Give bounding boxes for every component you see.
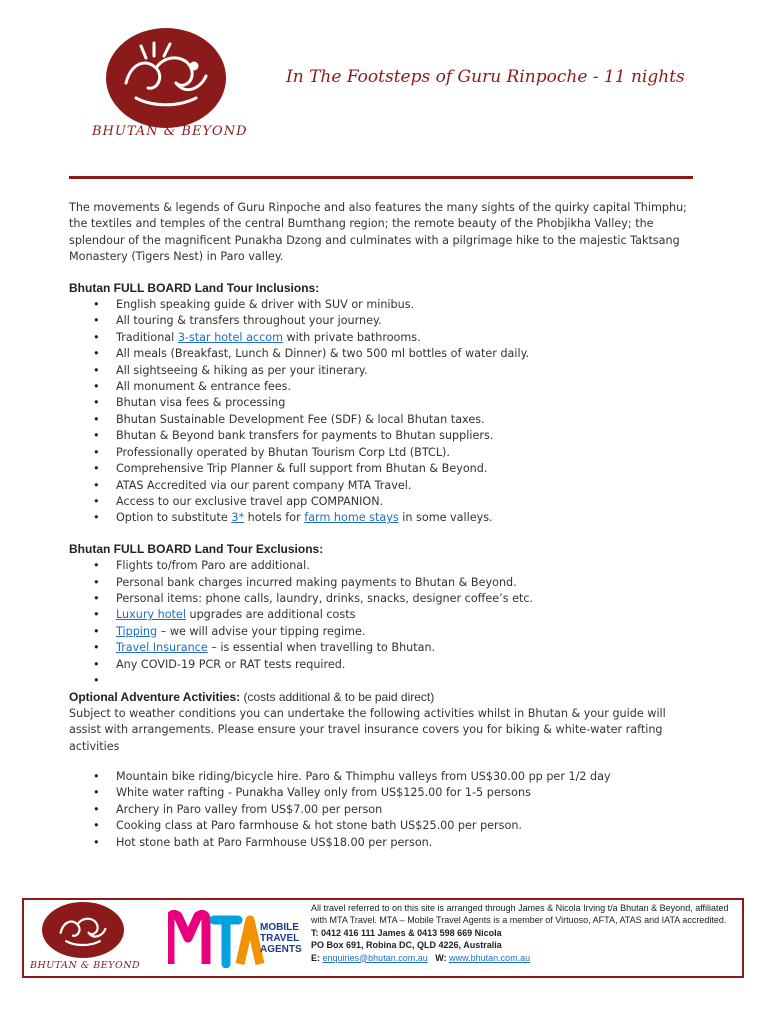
mta-line: TRAVEL (260, 933, 300, 944)
list-item: • White water rafting - Punakha Valley only from US$125.00 for 1-5 persons (116, 785, 699, 801)
list-item-text: Traditional (116, 330, 178, 344)
optional-list (69, 769, 699, 851)
list-item: • Bhutan Sustainable Development Fee (SDF) & local Bhutan taxes. (116, 412, 699, 428)
footer-contact (311, 902, 739, 964)
list-item: • Archery in Paro valley from US$7.00 per person (116, 802, 699, 818)
spacer (69, 527, 699, 541)
list-item-text: Option to substitute (116, 511, 232, 525)
list-item: • Mountain bike riding/bicycle hire. Paro & Thimphu valleys from US$30.00 pp per 1/2 day (116, 769, 699, 785)
three-star-link[interactable]: 3* (231, 511, 245, 525)
optional-heading-line (69, 689, 699, 705)
exclusions-heading: Bhutan FULL BOARD Land Tour Exclusions: (69, 541, 324, 556)
list-item-text: with private bathrooms. (282, 330, 421, 344)
inclusions-list (69, 297, 699, 527)
list-item-text: in some valleys. (398, 511, 493, 525)
list-item (116, 510, 699, 526)
inclusions-heading: Bhutan FULL BOARD Land Tour Inclusions: (69, 280, 320, 295)
list-item: • All touring & transfers throughout your journey. (116, 313, 699, 329)
list-item: • All meals (Breakfast, Lunch & Dinner) & two 500 ml bottles of water daily. (116, 346, 699, 362)
list-item: • Any COVID-19 PCR or RAT tests required. (116, 657, 699, 673)
hotel-accom-link[interactable]: 3-star hotel accom (177, 330, 283, 344)
farm-home-stays-link[interactable]: farm home stays (304, 511, 399, 525)
list-item: • Professionally operated by Bhutan Tourism Corp Ltd (BTCL). (116, 445, 699, 461)
travel-insurance-link[interactable]: Travel Insurance (116, 641, 208, 655)
address-text: PO Box 691, Robina DC, QLD 4226, Australia (311, 940, 502, 951)
phone-text: T: 0412 416 111 James & 0413 598 669 Nicola (311, 927, 502, 938)
list-item-text: hotels for (244, 511, 305, 525)
footer-disclaimer: All travel referred to on this site is arranged through James & Nicola Irving t/a Bhutan & Beyond, affiliated with MTA Travel. MTA – Mobile Travel Agents is a member of Virtuoso, AFTA, ATAS and IATA accredited. (311, 903, 729, 926)
logo-text: BHUTAN & BEYOND (92, 124, 248, 139)
spacer (69, 755, 699, 769)
list-item: • Personal bank charges incurred making payments to Bhutan & Beyond. (116, 575, 699, 591)
list-item (116, 624, 699, 640)
mta-line: MOBILE (260, 922, 299, 933)
list-item: • ATAS Accredited via our parent company MTA Travel. (116, 478, 699, 494)
footer-logo (28, 902, 156, 972)
list-item-text: upgrades are additional costs (185, 608, 356, 622)
mta-line: AGENTS (260, 944, 302, 955)
web-label: W: (435, 952, 450, 963)
list-item-text: – we will advise your tipping regime. (157, 624, 366, 638)
list-item: • Comprehensive Trip Planner & full support from Bhutan & Beyond. (116, 461, 699, 477)
footer-box (22, 898, 744, 978)
list-item: • Personal items: phone calls, laundry, drinks, snacks, designer coffee’s etc. (116, 591, 699, 607)
website-link[interactable]: www.bhutan.com.au (449, 952, 531, 963)
email-label: E: (311, 952, 323, 963)
list-item: • Access to our exclusive travel app COMPANION. (116, 494, 699, 510)
optional-description: Subject to weather conditions you can undertake the following activities whilst in Bhutan & your guide will assist with arrangements. Please ensure your travel insurance covers you for biking & white-water rafting activities (69, 706, 666, 753)
list-item: • Bhutan visa fees & processing (116, 395, 699, 411)
dragon-icon (106, 28, 226, 128)
list-item: • Hot stone bath at Paro Farmhouse US$18.00 per person. (116, 835, 699, 851)
luxury-hotel-link[interactable]: Luxury hotel (116, 608, 186, 622)
list-item: • English speaking guide & driver with SUV or minibus. (116, 297, 699, 313)
list-item: • Flights to/from Paro are additional. (116, 558, 699, 574)
email-link[interactable]: enquiries@bhutan.com.au (322, 952, 428, 963)
list-item: • All sightseeing & hiking as per your itinerary. (116, 363, 699, 379)
footer-phone (311, 927, 739, 939)
title-divider (69, 176, 693, 179)
list-item: • Cooking class at Paro farmhouse & hot stone bath US$25.00 per person. (116, 818, 699, 834)
exclusions-list (69, 558, 699, 689)
footer-address (311, 939, 739, 951)
dragon-icon (42, 902, 124, 958)
main-content (69, 200, 699, 851)
list-item (116, 640, 699, 656)
footer-logo-text: BHUTAN & BEYOND (30, 960, 141, 971)
bhutan-beyond-logo (88, 28, 258, 148)
mta-logo-text (260, 922, 302, 955)
list-item (116, 330, 699, 346)
empty-list-item (116, 673, 699, 689)
list-item (116, 607, 699, 623)
tipping-link[interactable]: Tipping (116, 624, 158, 638)
list-item: • All monument & entrance fees. (116, 379, 699, 395)
list-item-text: – is essential when travelling to Bhutan. (207, 641, 436, 655)
intro-paragraph: The movements & legends of Guru Rinpoche and also features the many sights of the quirky capital Thimphu; the textiles and temples of the central Bumthang region; the remote beauty of the Phobjikha Valley; the splendour of the magnificent Punakha Dzong and culminates with a pilgrimage hike to the majestic Taktsang Monastery (Tigers Nest) in Paro valley. (69, 201, 687, 264)
optional-note: (costs additional & to be paid direct) (240, 690, 435, 705)
footer-web (311, 952, 739, 964)
list-item: • Bhutan & Beyond bank transfers for payments to Bhutan suppliers. (116, 428, 699, 444)
optional-heading: Optional Adventure Activities: (69, 690, 241, 705)
page-title: In The Footsteps of Guru Rinpoche - 11 nights (286, 67, 685, 87)
